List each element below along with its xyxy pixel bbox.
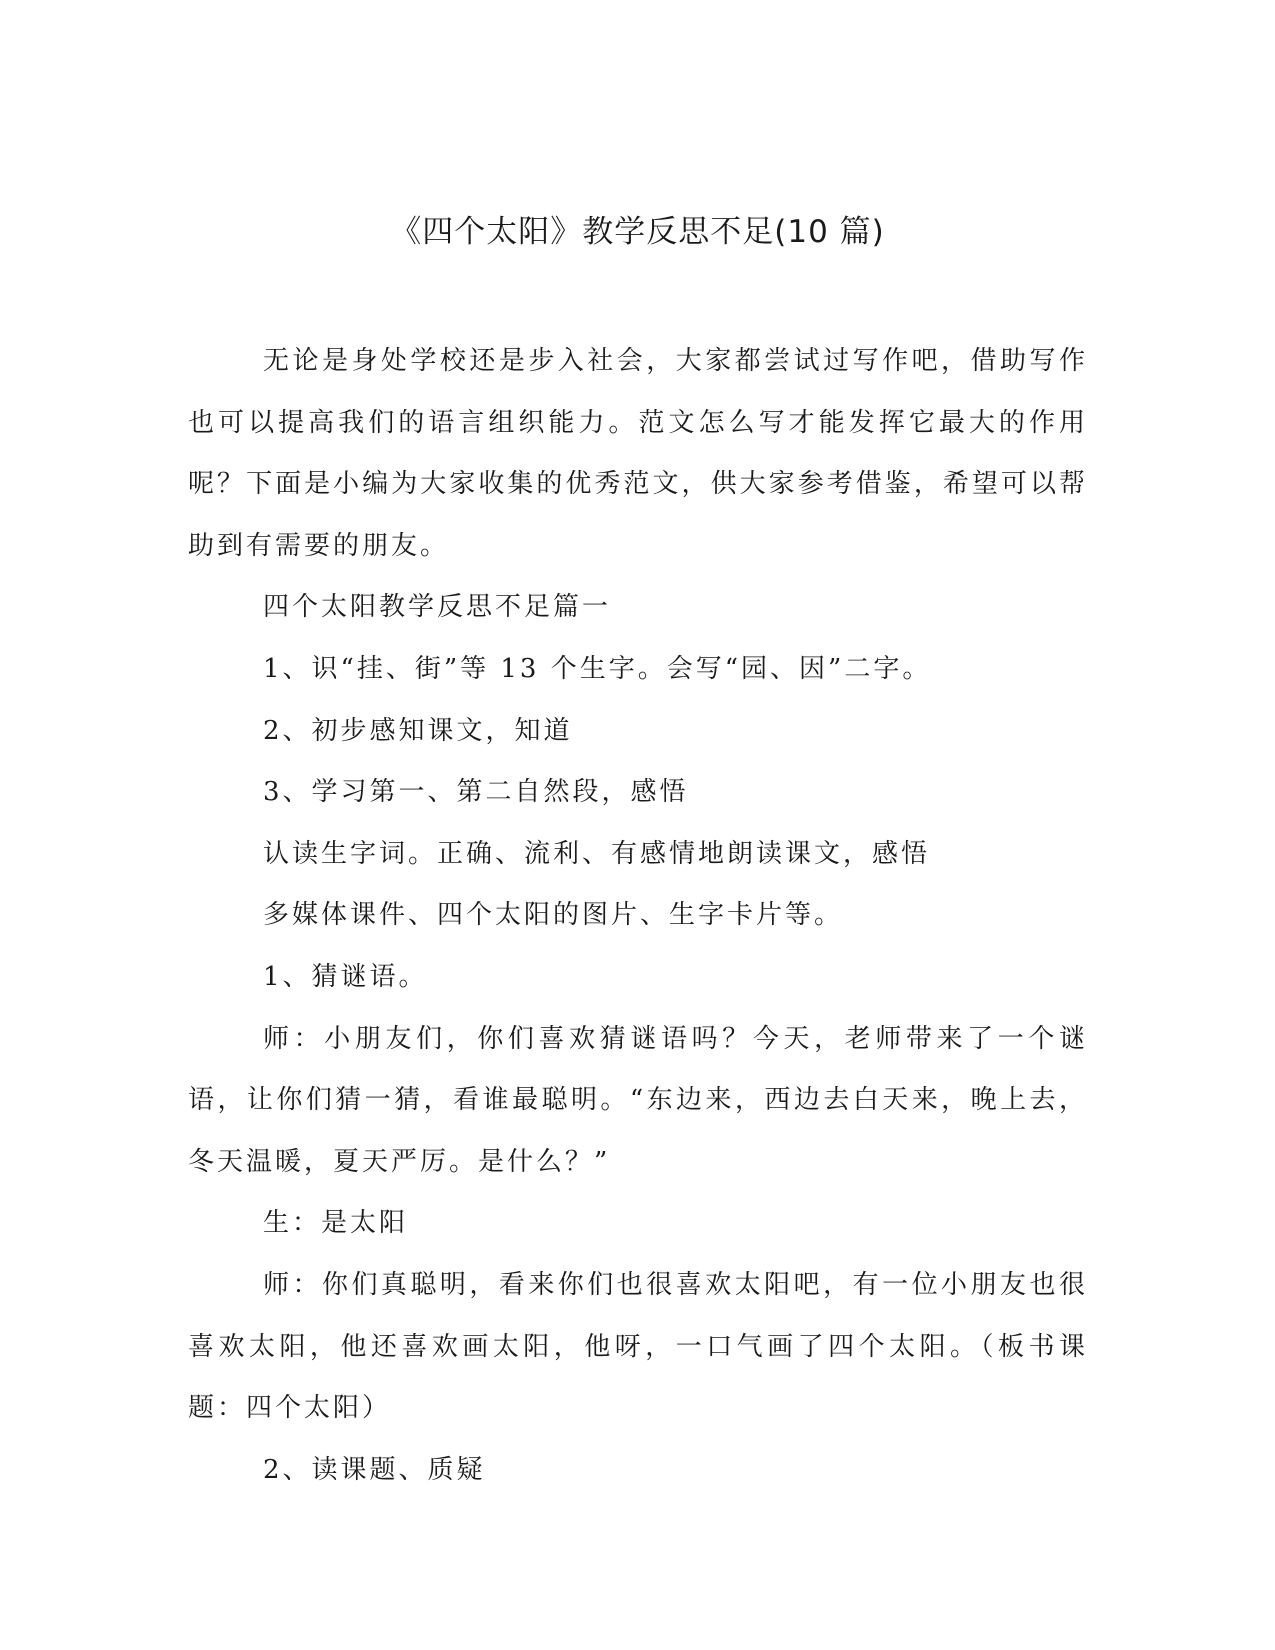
paragraph-intro: 无论是身处学校还是步入社会，大家都尝试过写作吧，借助写作也可以提高我们的语言组织能力。范文怎么写才能发挥它最大的作用呢？下面是小编为大家收集的优秀范文，供大家参考借鉴，希望可以帮助到有需要的朋友。 (188, 346, 1088, 561)
paragraph-goal-3: 3、学习第一、第二自然段，感悟 (263, 777, 689, 808)
paragraph-goal-2: 2、初步感知课文，知道 (263, 715, 573, 746)
paragraph-step-2: 2、读课题、质疑 (263, 1454, 486, 1485)
paragraph-materials: 多媒体课件、四个太阳的图片、生字卡片等。 (263, 900, 844, 931)
document-body (188, 331, 1088, 1501)
paragraph-section-heading: 四个太阳教学反思不足篇一 (263, 592, 612, 623)
paragraph-teacher-title: 师：你们真聪明，看来你们也很喜欢太阳吧，有一位小朋友也很喜欢太阳，他还喜欢画太阳，他呀，一口气画了四个太阳。（板书课题：四个太阳） (188, 1269, 1088, 1424)
document-title: 《四个太阳》教学反思不足(10 篇) (390, 214, 885, 250)
paragraph-step-1: 1、猜谜语。 (263, 961, 428, 992)
paragraph-key-points: 认读生字词。正确、流利、有感情地朗读课文，感悟 (263, 838, 931, 869)
paragraph-goal-1: 1、识“挂、街”等 13 个生字。会写“园、因”二字。 (263, 653, 932, 684)
paragraph-student-answer: 生：是太阳 (263, 1208, 409, 1239)
paragraph-teacher-riddle: 师：小朋友们，你们喜欢猜谜语吗？今天，老师带来了一个谜语，让你们猜一猜，看谁最聪明。“东边来，西边去白天来，晚上去，冬天温暖，夏天严厉。是什么？” (188, 1023, 1088, 1177)
